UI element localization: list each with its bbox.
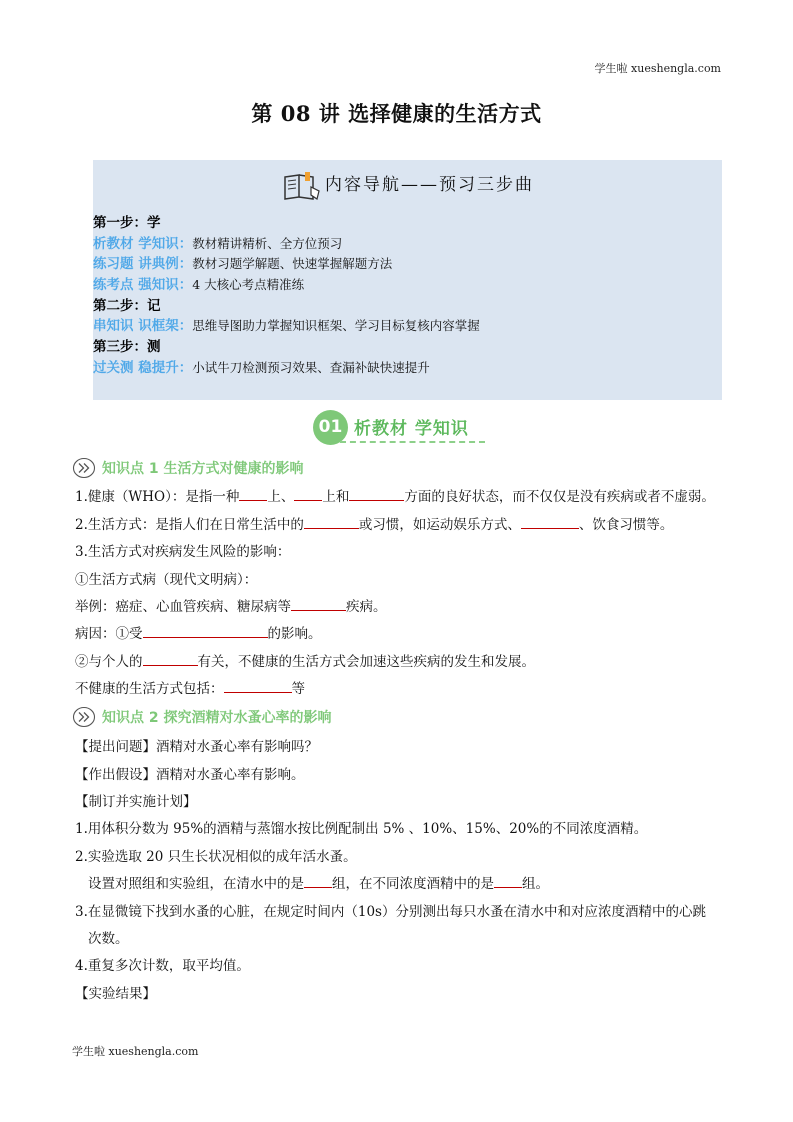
- nav-heading: [93, 170, 722, 201]
- blank: [304, 515, 359, 529]
- kp1-line-6: 病因：①受 的影响。: [75, 626, 322, 642]
- nav-item: 析教材 学知识：教材精讲精析、全方位预习: [93, 235, 343, 252]
- blank: [143, 652, 198, 666]
- kp1-line-8: 不健康的生活方式包括： 等: [75, 681, 305, 697]
- kp2-hypothesis: 【作出假设】酒精对水蚤心率有影响。: [75, 767, 305, 783]
- blank: [494, 874, 522, 888]
- kp1-line-3: 3.生活方式对疾病发生风险的影响：: [75, 544, 291, 560]
- nav-list: [93, 213, 713, 379]
- double-chevron-icon: [72, 457, 96, 479]
- nav-heading-text: 内容导航——预习三步曲: [325, 175, 534, 195]
- book-icon: [281, 171, 321, 201]
- section-header: [310, 408, 490, 448]
- kp2-question: 【提出问题】酒精对水蚤心率有影响吗？: [75, 739, 318, 755]
- kp2-plan: 【制订并实施计划】: [75, 794, 197, 810]
- blank: [304, 874, 332, 888]
- blank: [224, 679, 292, 693]
- blank: [521, 515, 579, 529]
- blank: [239, 487, 267, 501]
- kp1-line-5: 举例：癌症、心血管疾病、糖尿病等 疾病。: [75, 599, 387, 615]
- section-number: 01: [313, 410, 348, 445]
- nav-item: 练考点 强知识：4 大核心考点精准练: [93, 277, 305, 294]
- kp2-step-2: 2.实验选取 20 只生长状况相似的成年活水蚤。: [75, 849, 357, 865]
- section-label: 析教材 学知识: [354, 419, 469, 439]
- kp2-step-2b: 设置对照组和实验组，在清水中的是 组，在不同浓度酒精中的是 组。: [88, 876, 549, 892]
- kp1-line-7: ②与个人的 有关，不健康的生活方式会加速这些疾病的发生和发展。: [75, 654, 535, 670]
- nav-box: [93, 160, 722, 400]
- nav-item: 串知识 识框架：思维导图助力掌握知识框架、学习目标复核内容掌握: [93, 318, 480, 335]
- nav-step-2: 第二步：记: [93, 297, 161, 314]
- brand-footer: 学生啦 xueshengla.com: [72, 1045, 199, 1058]
- blank: [294, 487, 322, 501]
- kp2-title: 知识点 2 探究酒精对水蚤心率的影响: [102, 710, 332, 726]
- kp1-line-1: 1.健康（WHO）：是指一种 上、 上和 方面的良好状态，而不仅仅是没有疾病或者不虚弱。: [75, 489, 715, 505]
- nav-item: 练习题 讲典例：教材习题学解题、快速掌握解题方法: [93, 256, 393, 273]
- blank: [349, 487, 404, 501]
- kp2-step-3b: 次数。: [88, 931, 129, 947]
- section-divider: [340, 441, 485, 443]
- kp1-line-4: ①生活方式病（现代文明病）：: [75, 572, 258, 588]
- blank: [143, 624, 268, 638]
- kp2-step-3: 3.在显微镜下找到水蚤的心脏，在规定时间内（10s）分别测出每只水蚤在清水中和对应浓度酒精中的心跳: [75, 904, 706, 920]
- kp2-step-4: 4.重复多次计数，取平均值。: [75, 958, 250, 974]
- nav-item: 过关测 稳提升：小试牛刀检测预习效果、查漏补缺快速提升: [93, 359, 430, 376]
- double-chevron-icon: [72, 706, 96, 728]
- nav-step-3: 第三步：测: [93, 339, 161, 356]
- nav-step-1: 第一步：学: [93, 215, 161, 231]
- kp1-line-2: 2.生活方式：是指人们在日常生活中的 或习惯，如运动娱乐方式、 、饮食习惯等。: [75, 517, 674, 533]
- kp2-result: 【实验结果】: [75, 986, 156, 1002]
- kp2-step-1: 1.用体积分数为 95%的酒精与蒸馏水按比例配制出 5% 、10%、15%、20%的不同浓度酒精。: [75, 821, 648, 837]
- blank: [291, 597, 346, 611]
- page-title: 第 08 讲 选择健康的生活方式: [251, 101, 542, 126]
- kp1-title: 知识点 1 生活方式对健康的影响: [102, 461, 304, 477]
- brand-header: 学生啦 xueshengla.com: [594, 62, 721, 75]
